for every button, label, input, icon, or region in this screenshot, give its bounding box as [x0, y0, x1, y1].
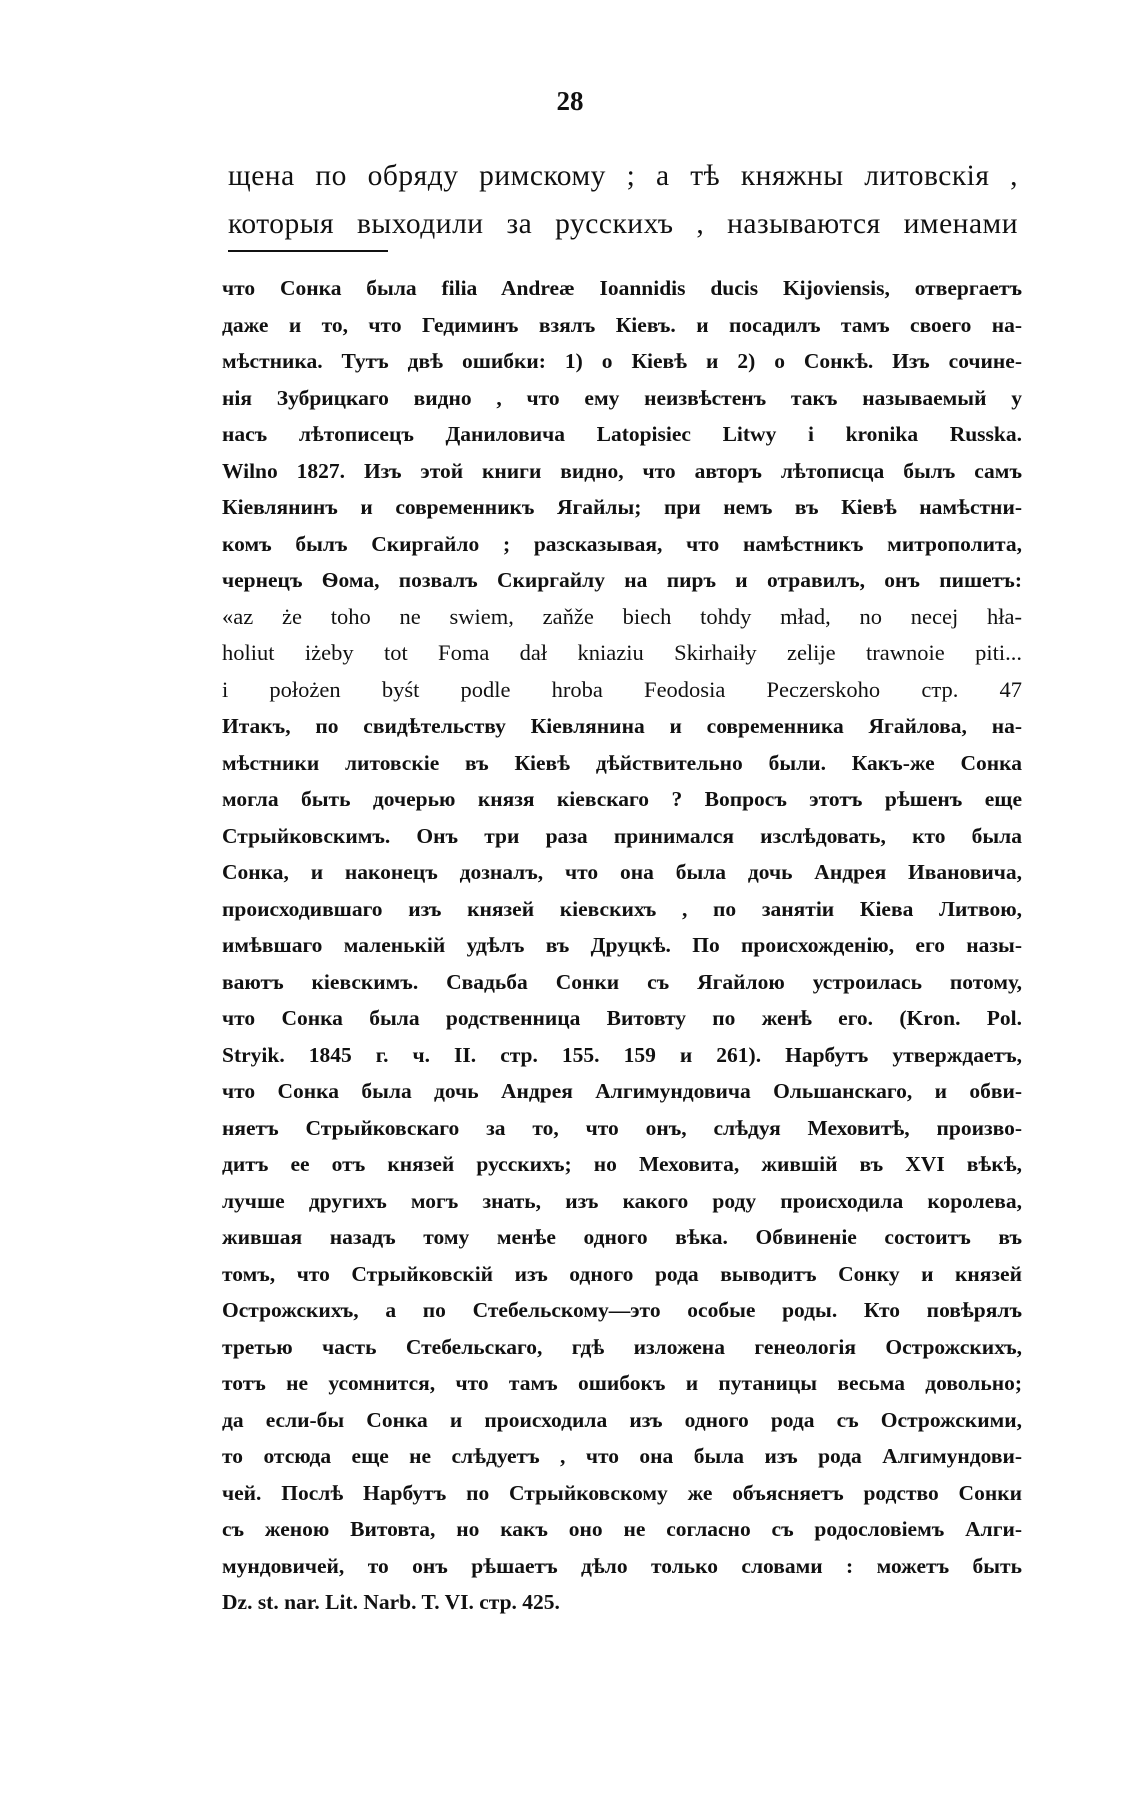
footnote-line: имѣвшаго маленькій удѣлъ въ Друцкѣ. По происхожденію, его назы- — [222, 933, 1022, 957]
footnote-line-polish-quote: «az że toho ne swiem, zaňže biech tohdy mład, no necej hła- — [222, 603, 1022, 629]
footnote — [222, 270, 1022, 1621]
footnote-line: Итакъ, по свидѣтельству Кіевлянина и современника Ягайлова, на- — [222, 714, 1022, 738]
footnote-line: ваютъ кіевскимъ. Свадьба Сонки съ Ягайлою устроилась потому, — [222, 969, 1022, 994]
footnote-line: нія Зубрицкаго видно , что ему неизвѣстенъ такъ называемый у — [222, 385, 1022, 410]
page-number: 28 — [556, 86, 584, 116]
footnote-line: могла быть дочерью князя кіевскаго ? Вопросъ этотъ рѣшенъ еще — [222, 787, 1022, 811]
footnote-line: съ женою Витовта, но какъ оно не согласно съ родословіемъ Алги- — [222, 1517, 1022, 1541]
footnote-line-citation: Dz. st. nar. Lit. Narb. T. VI. стр. 425. — [222, 1590, 560, 1614]
footnote-line: происходившаго изъ князей кіевскихъ , по занятіи Кіева Литвою, — [222, 896, 1022, 921]
footnote-line: няетъ Стрыйковскаго за то, что онъ, слѣдуя Меховитѣ, произво- — [222, 1115, 1022, 1140]
footnote-line: Wilno 1827. Изъ этой книги видно, что авторъ лѣтописца былъ самъ — [222, 458, 1022, 483]
footnote-line: томъ, что Стрыйковскій изъ одного рода выводитъ Сонку и князей — [222, 1261, 1022, 1286]
footnote-line: Стрыйковскимъ. Онъ три раза принимался изслѣдовать, кто была — [222, 823, 1022, 848]
footnote-line: что Сонка была filia Andreæ Ioannidis ducis Kijoviensis, отвергаетъ — [222, 276, 1022, 300]
footnote-line: комъ былъ Скиргайло ; разсказывая, что намѣстникъ митрополита, — [222, 531, 1022, 556]
footnote-line: то отсюда еще не слѣдуетъ , что она была изъ рода Алгимундови- — [222, 1444, 1022, 1468]
footnote-line: да если-бы Сонка и происходила изъ одного рода съ Острожскими, — [222, 1407, 1022, 1432]
footnote-separator-rule — [228, 250, 388, 252]
footnote-line: мѣстника. Тутъ двѣ ошибки: 1) о Кіевѣ и 2) о Сонкѣ. Изъ сочине- — [222, 349, 1022, 373]
footnote-line: даже и то, что Гедиминъ взялъ Кіевъ. и посадилъ тамъ своего на- — [222, 312, 1022, 337]
footnote-line: третью часть Стебельскаго, гдѣ изложена генеологія Острожскихъ, — [222, 1334, 1022, 1359]
main-text-line: которыя выходили за русскихъ , называются именами — [228, 208, 1018, 240]
footnote-line: мундовичей, то онъ рѣшаетъ дѣло только словами : можетъ быть — [222, 1553, 1022, 1578]
footnote-line: насъ лѣтописецъ Даниловича Latopisiec Litwy i kronika Russka. — [222, 422, 1022, 446]
footnote-line: жившая назадъ тому менѣе одного вѣка. Обвиненіе состоитъ въ — [222, 1225, 1022, 1249]
footnote-line: Острожскихъ, а по Стебельскому—это особые роды. Кто повѣрялъ — [222, 1298, 1022, 1322]
footnote-line: чей. Послѣ Нарбутъ по Стрыйковскому же объясняетъ родство Сонки — [222, 1480, 1022, 1505]
footnote-line: Сонка, и наконецъ дозналъ, что она была дочь Андрея Ивановича, — [222, 860, 1022, 884]
main-text — [228, 152, 1018, 248]
footnote-line: мѣстники литовскіе въ Кіевѣ дѣйствительно были. Какъ-же Сонка — [222, 750, 1022, 775]
footnote-line: что Сонка была родственница Витовту по женѣ его. (Kron. Pol. — [222, 1006, 1022, 1030]
footnote-line-polish-quote: i położen byśt podle hroba Feodosia Peczerskoho стр. 47 — [222, 676, 1022, 702]
main-text-line: щена по обряду римскому ; а тѣ княжны литовскія , — [228, 160, 1018, 192]
footnote-line: лучше другихъ могъ знать, изъ какого роду происходила королева, — [222, 1188, 1022, 1213]
footnote-line-polish-quote: holiut iżeby tot Foma dał kniaziu Skirhaiły zelije trawnoie piti... — [222, 640, 1022, 665]
footnote-line: чернецъ Ѳома, позвалъ Скиргайлу на пиръ и отравилъ, онъ пишетъ: — [222, 568, 1022, 592]
footnote-line: тотъ не усомнится, что тамъ ошибокъ и путаницы весьма довольно; — [222, 1371, 1022, 1395]
footnote-line: что Сонка была дочь Андрея Алгимундовича Ольшанскаго, и обви- — [222, 1079, 1022, 1103]
footnote-line: дитъ ее отъ князей русскихъ; но Меховита, жившій въ XVI вѣкѣ, — [222, 1152, 1022, 1176]
footnote-line: Кіевлянинъ и современникъ Ягайлы; при немъ въ Кіевѣ намѣстни- — [222, 495, 1022, 519]
footnote-line: Stryik. 1845 г. ч. II. стр. 155. 159 и 261). Нарбутъ утверждаетъ, — [222, 1042, 1022, 1067]
